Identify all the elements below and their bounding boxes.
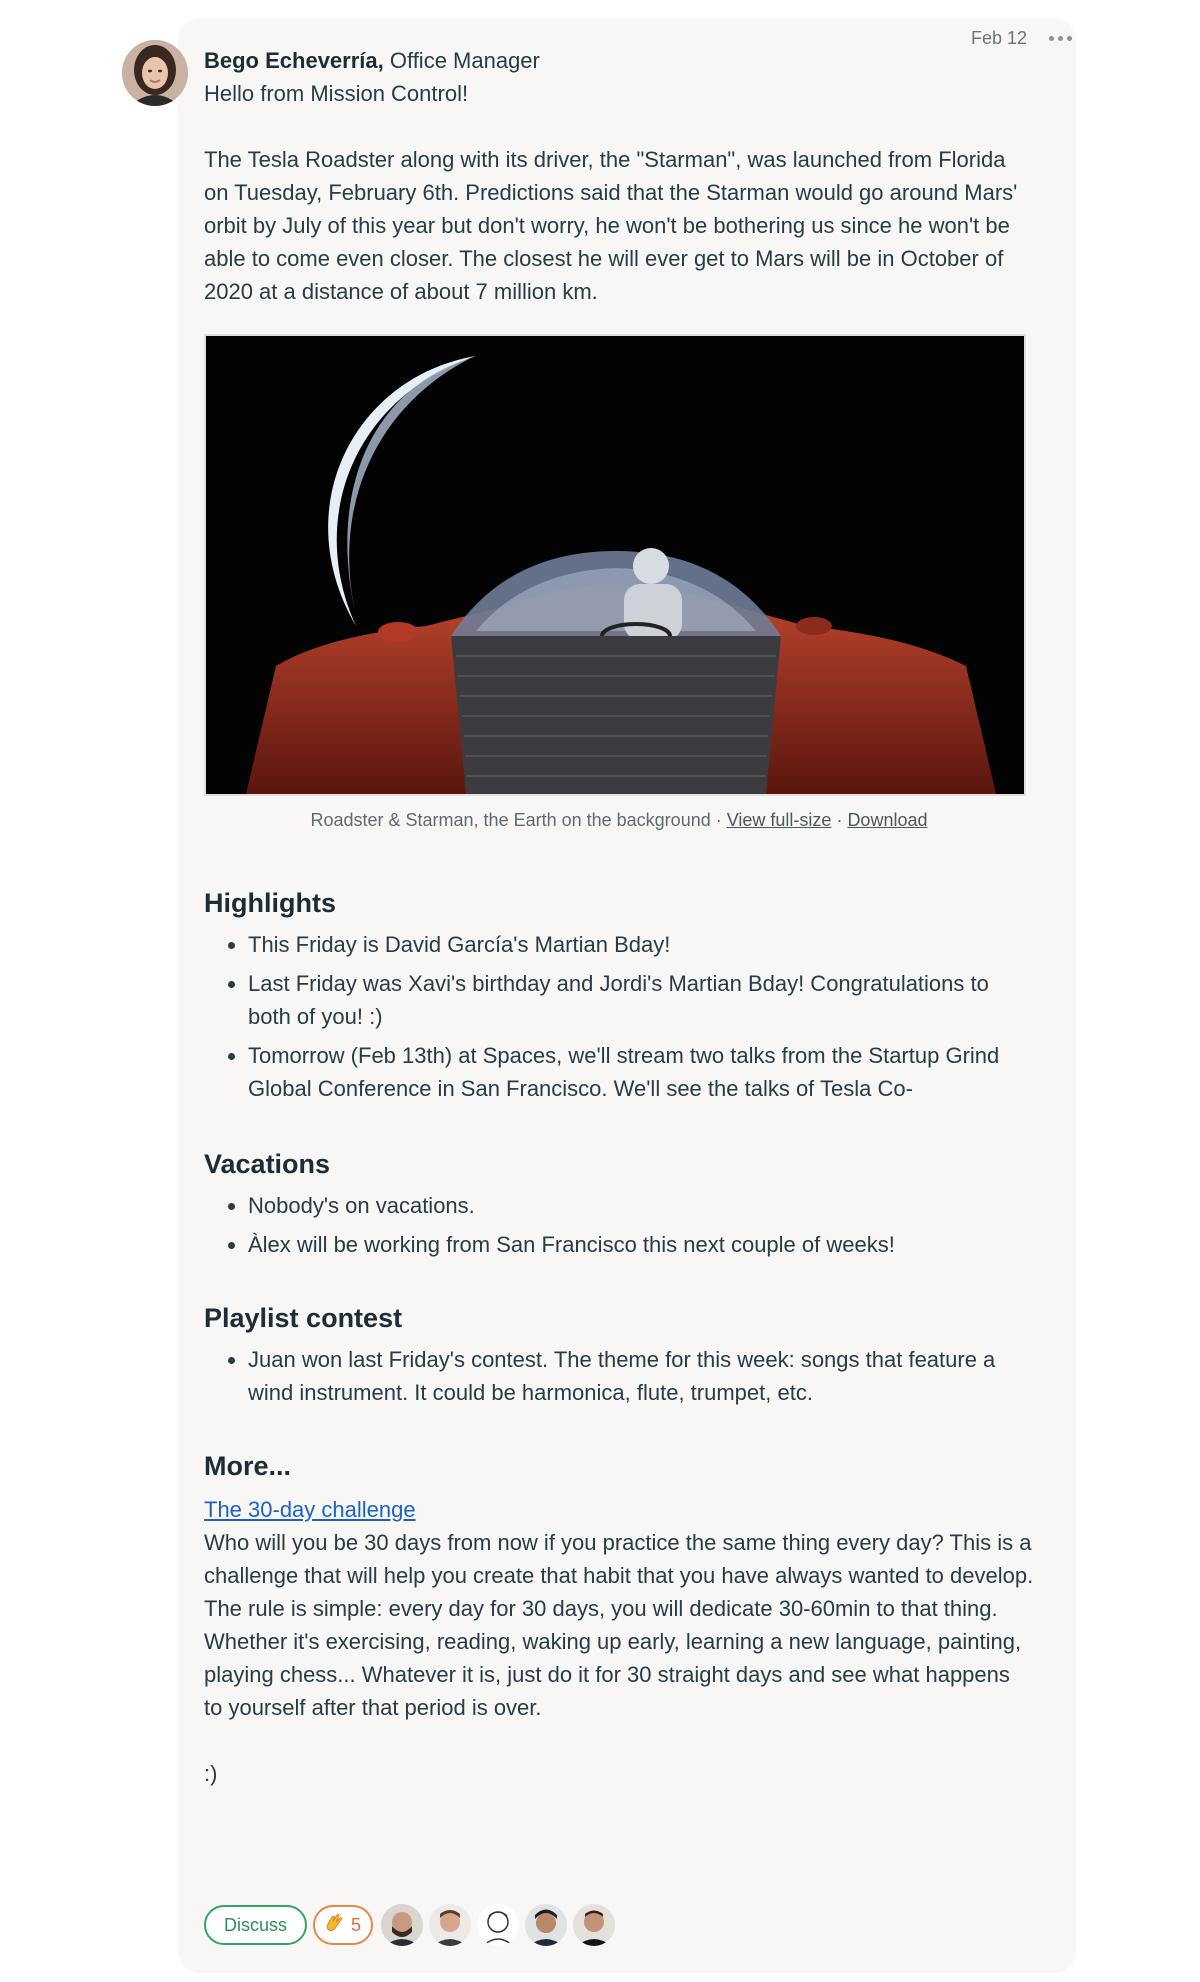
list-item: • Àlex will be working from San Francisco this next couple of weeks! xyxy=(248,1228,1034,1261)
author-name[interactable]: Bego Echeverría, xyxy=(204,48,384,73)
discuss-button[interactable]: Discuss xyxy=(204,1905,307,1945)
reactor-avatar[interactable] xyxy=(429,1904,471,1946)
caption-separator: · xyxy=(831,810,848,830)
list-item: • Nobody's on vacations. xyxy=(248,1189,1034,1222)
image-caption xyxy=(204,808,1034,832)
post-footer xyxy=(204,1904,615,1946)
vacations-list xyxy=(204,1189,1034,1261)
playlist-heading: Playlist contest xyxy=(204,1303,403,1333)
roadster-image[interactable] xyxy=(204,334,1026,796)
reactor-avatar[interactable] xyxy=(381,1904,423,1946)
highlights-list xyxy=(204,928,1034,1105)
reactor-avatar[interactable] xyxy=(525,1904,567,1946)
highlights-heading: Highlights xyxy=(204,888,336,918)
author-role: Office Manager xyxy=(383,48,540,73)
caption-text: Roadster & Starman, the Earth on the background · xyxy=(310,810,727,830)
post-intro: The Tesla Roadster along with its driver, the "Starman", was launched from Florida on Tuesday, February 6th. Predictions said that the Starman would go around Mars' orbit by July of this year but don't worry, he won't be bothering us since he won't be able to come even closer. The closest he will ever get to Mars will be in October of 2020 at a distance of about 7 million km. xyxy=(204,147,1018,304)
clap-count: 5 xyxy=(351,1914,362,1935)
list-item: • This Friday is David García's Martian Bday! xyxy=(248,928,1034,961)
list-item: • Juan won last Friday's contest. The theme for this week: songs that feature a wind instrument. It could be harmonica, flute, trumpet, etc. xyxy=(248,1343,1034,1409)
clap-button[interactable] xyxy=(313,1905,373,1945)
closing-smiley: :) xyxy=(204,1761,218,1786)
list-item: • Last Friday was Xavi's birthday and Jordi's Martian Bday! Congratulations to both of you! :) xyxy=(248,967,1034,1033)
download-link[interactable]: Download xyxy=(847,810,928,830)
post-date: Feb 12 xyxy=(970,28,1027,48)
post-subject: Hello from Mission Control! xyxy=(204,81,469,106)
more-options-icon[interactable] xyxy=(1049,36,1072,41)
list-item: • Tomorrow (Feb 13th) at Spaces, we'll stream two talks from the Startup Grind Global Conference in San Francisco. We'll see the talks of Tesla Co- xyxy=(248,1039,1034,1105)
vacations-heading: Vacations xyxy=(204,1149,331,1179)
author-line xyxy=(204,44,1034,77)
reactors xyxy=(381,1904,615,1946)
author-avatar[interactable] xyxy=(122,40,188,106)
challenge-link[interactable]: The 30-day challenge xyxy=(204,1497,416,1522)
clap-icon xyxy=(323,1912,345,1939)
view-full-size-link[interactable]: View full-size xyxy=(726,810,832,830)
post-content xyxy=(204,44,1034,1790)
more-heading: More... xyxy=(204,1451,292,1481)
reactor-avatar[interactable] xyxy=(573,1904,615,1946)
challenge-body: Who will you be 30 days from now if you practice the same thing every day? This is a challenge that will help you create that habit that you have always wanted to develop. The rule is simple: every day for 30 days, you will dedicate 30-60min to that thing. Whether it's exercising, reading, waking up early, learning a new language, painting, playing chess... Whatever it is, just do it for 30 straight days and see what happens to yourself after that period is over. xyxy=(204,1530,1034,1720)
playlist-list xyxy=(204,1343,1034,1409)
reactor-avatar[interactable] xyxy=(477,1904,519,1946)
